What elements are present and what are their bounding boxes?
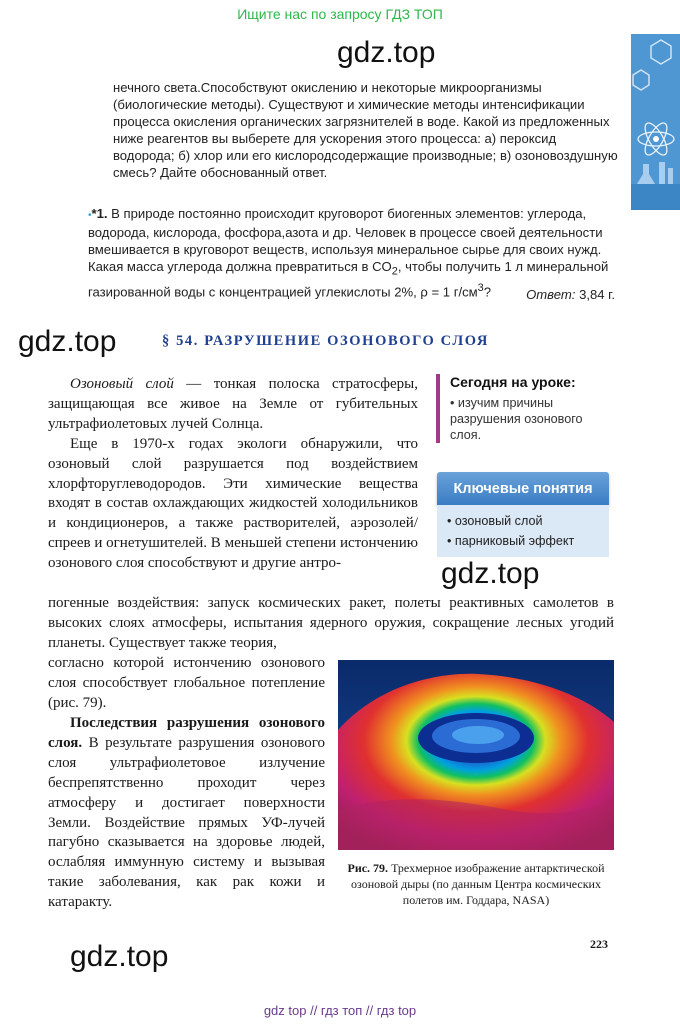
consequences-heading: Последствия разрушения озонового слоя. <box>48 715 325 751</box>
section-title: § 54. РАЗРУШЕНИЕ ОЗОНОВОГО СЛОЯ <box>162 333 490 349</box>
task-subscript: 2 <box>391 265 398 278</box>
watermark: gdz.top <box>18 325 117 358</box>
body-paragraphs <box>48 375 418 574</box>
consequences-text: В результате разрушения озонового слоя ультрафиолетовое излучение беспрепятственно проходит через атмосферу и достигает поверхности Земли. Воздействие прямых УФ-лучей пагубно сказывается на здоровье людей, ослабляя иммунную систему и вызывая такие заболевания, как рак кожи и катаракту. <box>48 734 325 911</box>
figure-caption <box>338 860 614 908</box>
task-text-continued: , чтобы получить 1 л минеральной газированной воды с концентрацией углекислоты 2%, ρ = 1 г/см <box>88 258 609 300</box>
answer <box>480 284 615 304</box>
today-item-text: изучим причины разрушения озонового слоя. <box>450 396 583 442</box>
today-box <box>436 374 616 443</box>
task-number: *1. <box>91 206 108 221</box>
paragraph-causes-continued: погенные воздействия: запуск космических ракет, полеты реактивных самолетов в высоких слоях атмосферы, испытания ядерного оружия, сокращение лесных угодий планеты. Существует также теория, <box>48 595 614 651</box>
bullet-dot-icon: • <box>88 210 92 221</box>
figure-number: Рис. 79. <box>347 861 389 875</box>
figure-caption-text: Трехмерное изображение антарктической озоновой дыры (по данным Центра космических полетов им. Годдара, NASA) <box>351 861 605 907</box>
chemistry-decor-icon <box>631 34 680 210</box>
task-superscript: 3 <box>477 282 484 295</box>
answer-label: Ответ: <box>526 287 576 302</box>
watermark: gdz.top <box>441 557 540 590</box>
paragraph-definition <box>48 375 418 435</box>
watermark: gdz.top <box>70 940 169 973</box>
page-number: 223 <box>590 937 608 951</box>
paragraph-text: — тонкая полоска стратосферы, защищающая все живое на Земле от губительных ультрафиолетовых лучей Солнца. <box>48 376 418 432</box>
key-concepts-title: Ключевые понятия <box>437 472 609 505</box>
concept-item: • озоновый слой <box>447 514 543 528</box>
previous-exercise-text: нечного света.Способствуют окислению и некоторые микроорганизмы (биологические методы). Существуют и химические методы интенсификации процесса окисления органических загрязнителей в воде. Какой из предложенных ниже реагентов вы выберете для ускорения этого процесса: а) пероксид водорода; б) хлор или его кислородсодержащие производные; в) озоновоздушную смесь? Дайте обоснованный ответ. <box>113 80 618 180</box>
task-text-end: ? <box>483 284 492 300</box>
paragraph-causes: Еще в 1970-х годах экологи обнаружили, что озоновый слой разрушается под воздействием хлорфторуглеводородов. Эти химические вещества входят в состав охлаждающих жидкостей холодильников и кондиционеров, а также растворителей, аэрозолей/спреев и огнетушителей. В меньшей степени истончению озонового слоя способствуют и другие антро- <box>48 435 418 572</box>
term-ozone-layer: Озоновый слой <box>70 376 174 392</box>
concept-item: • парниковый эффект <box>447 534 575 548</box>
concept-item-text: озоновый слой <box>454 514 543 528</box>
paragraph-causes-end: согласно которой истончению озонового слоя способствует глобальное потепление (рис. 79). <box>48 655 325 711</box>
key-concepts-box <box>437 472 609 557</box>
footer-links: gdz top // гдз топ // гдз top <box>263 1003 417 1018</box>
search-banner: Ищите нас по запросу ГДЗ ТОП <box>237 6 443 22</box>
task-text: В природе постоянно происходит круговорот биогенных элементов: углерода, водорода, кислорода, фосфора,азота и др. Человек в процессе своей деятельности вмешивается в круговорот веществ, используя минеральное сырье для своих нужд. Какая масса углерода должна превратиться в CO <box>88 206 603 274</box>
watermark: gdz.top <box>337 36 436 69</box>
today-item: • изучим причины разрушения озонового слоя. <box>450 396 583 442</box>
paragraph-consequences <box>48 714 325 913</box>
answer-value: 3,84 г. <box>579 287 615 302</box>
concept-item-text: парниковый эффект <box>454 534 575 548</box>
ozone-hole-image <box>338 660 614 850</box>
today-title: Сегодня на уроке: <box>450 374 576 390</box>
